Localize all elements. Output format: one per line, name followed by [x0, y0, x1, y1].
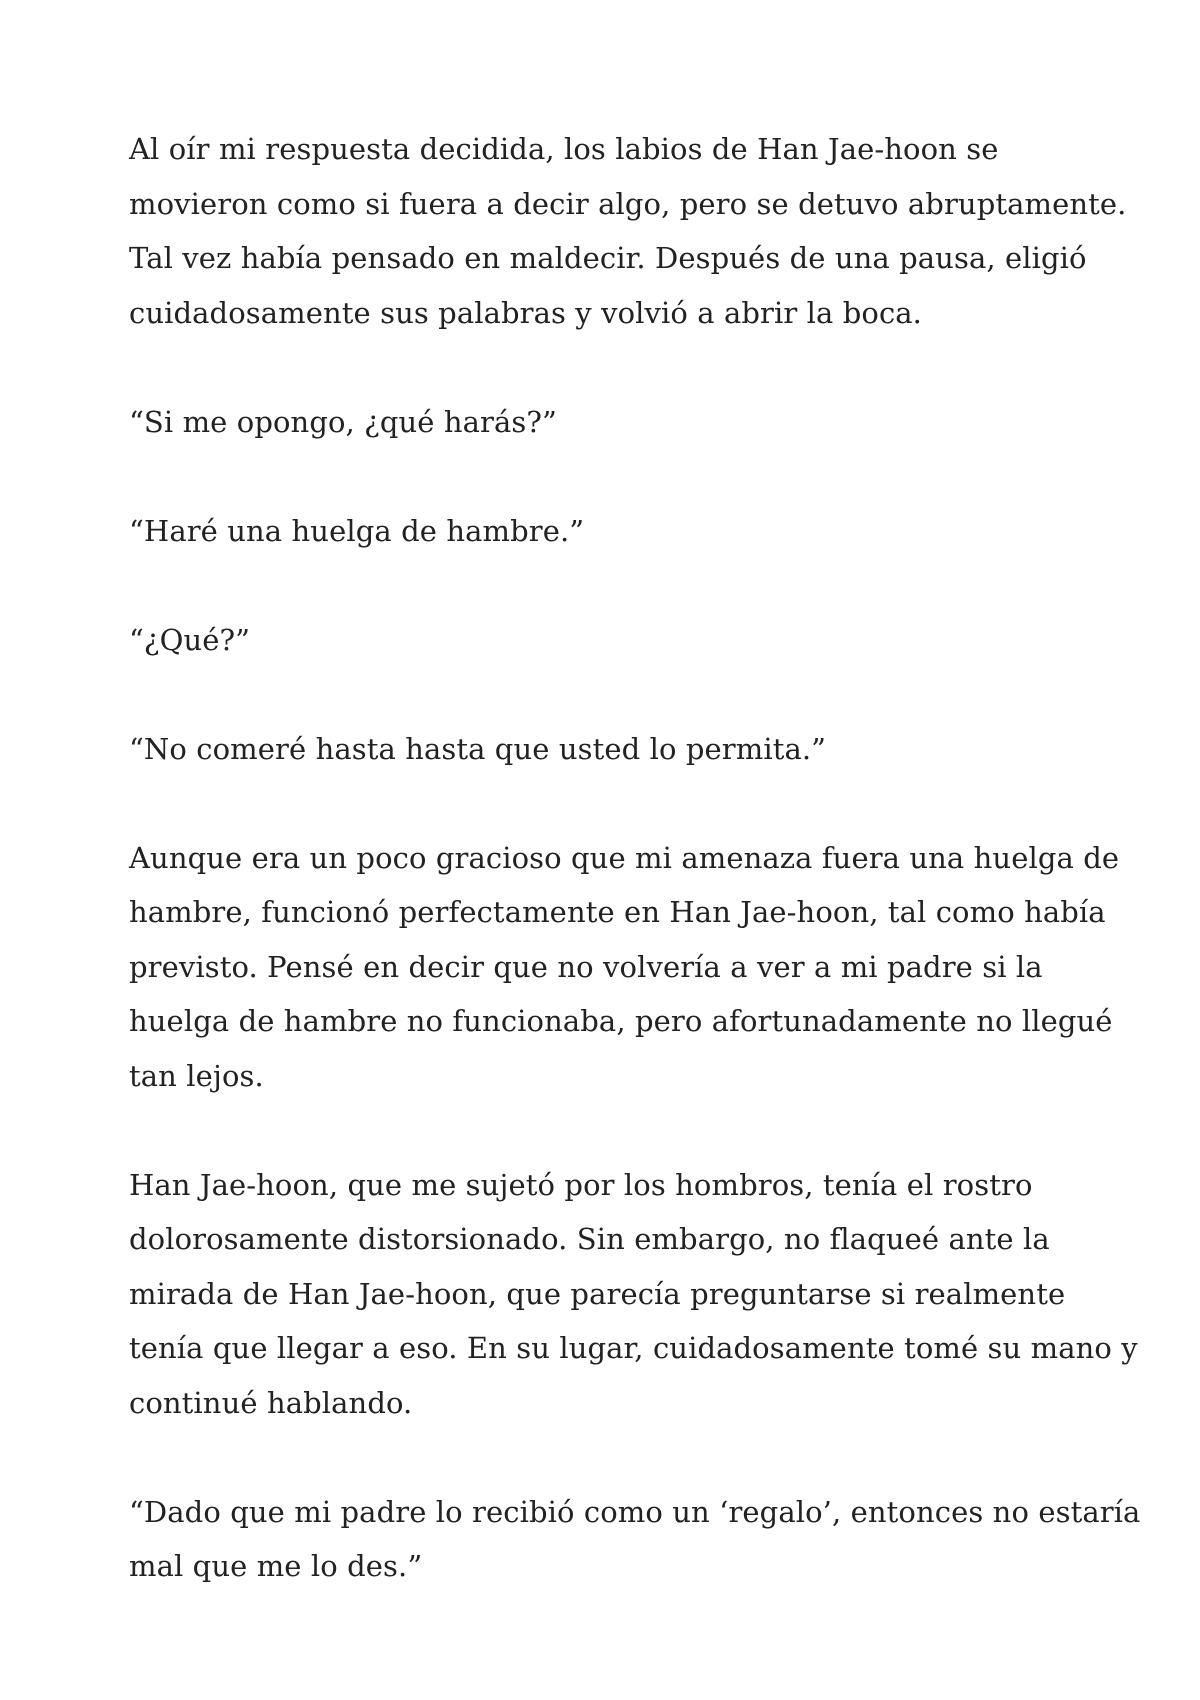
text-line: “Haré una huelga de hambre.”: [129, 513, 585, 548]
text-line: movieron como si fuera a decir algo, pero se detuvo abruptamente.: [129, 186, 1127, 221]
text-line: huelga de hambre no funcionaba, pero afortunadamente no llegué: [129, 1004, 1113, 1038]
text-line: tan lejos.: [129, 1058, 264, 1093]
text-line: Al oír mi respuesta decidida, los labios de Han Jae-hoon se: [129, 132, 999, 166]
text-line: cuidadosamente sus palabras y volvió a abrir la boca.: [129, 295, 923, 330]
text-line: tenía que llegar a eso. En su lugar, cuidadosamente tomé su mano y: [129, 1331, 1138, 1365]
paragraph: [129, 122, 1127, 340]
text-line: previsto. Pensé en decir que no volvería a ver a mi padre si la: [129, 949, 1043, 984]
paragraph: [129, 1158, 1138, 1431]
dialogue-line: [129, 613, 1089, 668]
text-line: “Dado que mi padre lo recibió como un ‘regalo’, entonces no estaría: [129, 1494, 1141, 1529]
text-line: Han Jae-hoon, que me sujetó por los hombros, tenía el rostro: [129, 1167, 1033, 1202]
dialogue-line: [129, 504, 1089, 559]
text-line: “Si me opongo, ¿qué harás?”: [129, 404, 557, 439]
paragraph: [129, 831, 1120, 1104]
text-line: mal que me lo des.”: [129, 1549, 423, 1583]
body-text: [129, 122, 1141, 1648]
text-line: dolorosamente distorsionado. Sin embargo, no flaqueé ante la: [129, 1222, 1050, 1256]
text-line: mirada de Han Jae-hoon, que parecía preguntarse si realmente: [129, 1276, 1066, 1311]
text-line: “No comeré hasta hasta que usted lo permita.”: [129, 731, 827, 766]
text-line: “¿Qué?”: [129, 622, 251, 657]
dialogue-line: [129, 395, 1089, 450]
text-line: Aunque era un poco gracioso que mi amenaza fuera una huelga de: [129, 840, 1120, 875]
text-line: continué hablando.: [129, 1385, 413, 1420]
dialogue-line: [129, 722, 1089, 777]
dialogue-line: [129, 1485, 1141, 1594]
text-line: Tal vez había pensado en maldecir. Después de una pausa, eligió: [129, 241, 1087, 275]
text-line: hambre, funcionó perfectamente en Han Jae-hoon, tal como había: [129, 895, 1106, 929]
